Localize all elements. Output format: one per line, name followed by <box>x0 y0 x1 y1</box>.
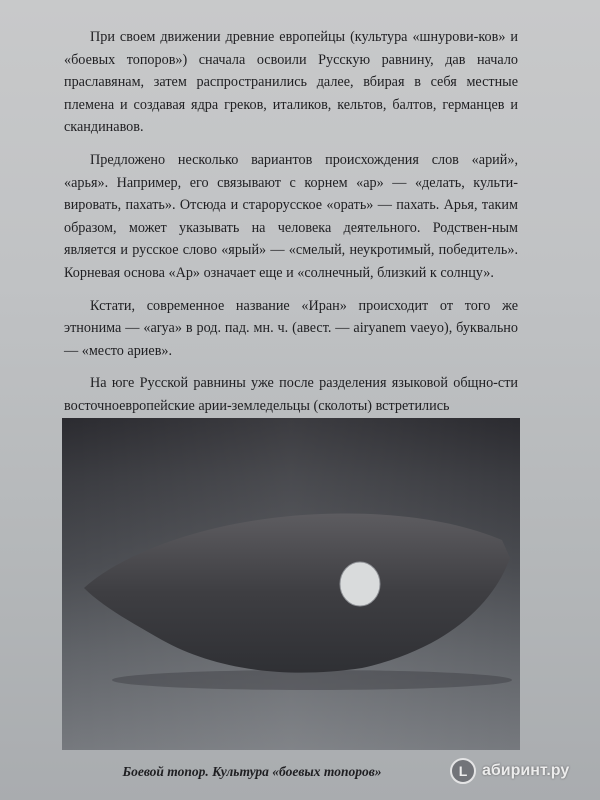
watermark-text: абиринт.ру <box>482 762 570 779</box>
paragraph-3: Кстати, современное название «Иран» происходит от того же этнонима — «arya» в род. пад. мн. ч. (авест. — airyanem vaeyo), буквально — «место ариев». <box>64 297 518 359</box>
battle-axe-photo <box>62 418 520 750</box>
paragraph-4: На юге Русской равнины уже после разделения языковой общно-сти восточноевропейские арии-земледельцы (сколоты) встретились <box>64 375 518 414</box>
paragraph-1: При своем движении древние европейцы (культура «шнурови-ков» и «боевых топоров») сначала освоили Русскую равнину, дав начало праславянам, затем распространились далее, вбирая в себя местные племена и создавая ядра греков, италиков, кельтов, балтов, германцев и скандинавов. <box>64 29 518 136</box>
figure-caption: Боевой топор. Культура «боевых топоров» <box>122 764 382 779</box>
paragraph-2: Предложено несколько вариантов происхождения слов «арий», «арья». Например, его связывают с корнем «ар» — «делать, культи-вировать, пахать». Отсюда и старорусское «орать» — пахать. Арья, таким образом, может указывать на человека деятельного. Родствен-ным является и русское слово «ярый» — «смелый, неукротимый, победитель». Корневая основа «Ар» означает еще и «солнечный, близкий к солнцу». <box>64 151 518 281</box>
labirint-watermark <box>450 757 569 785</box>
labirint-logo-icon: L <box>450 758 476 784</box>
axe-illustration <box>62 418 520 750</box>
body-text <box>64 26 518 418</box>
